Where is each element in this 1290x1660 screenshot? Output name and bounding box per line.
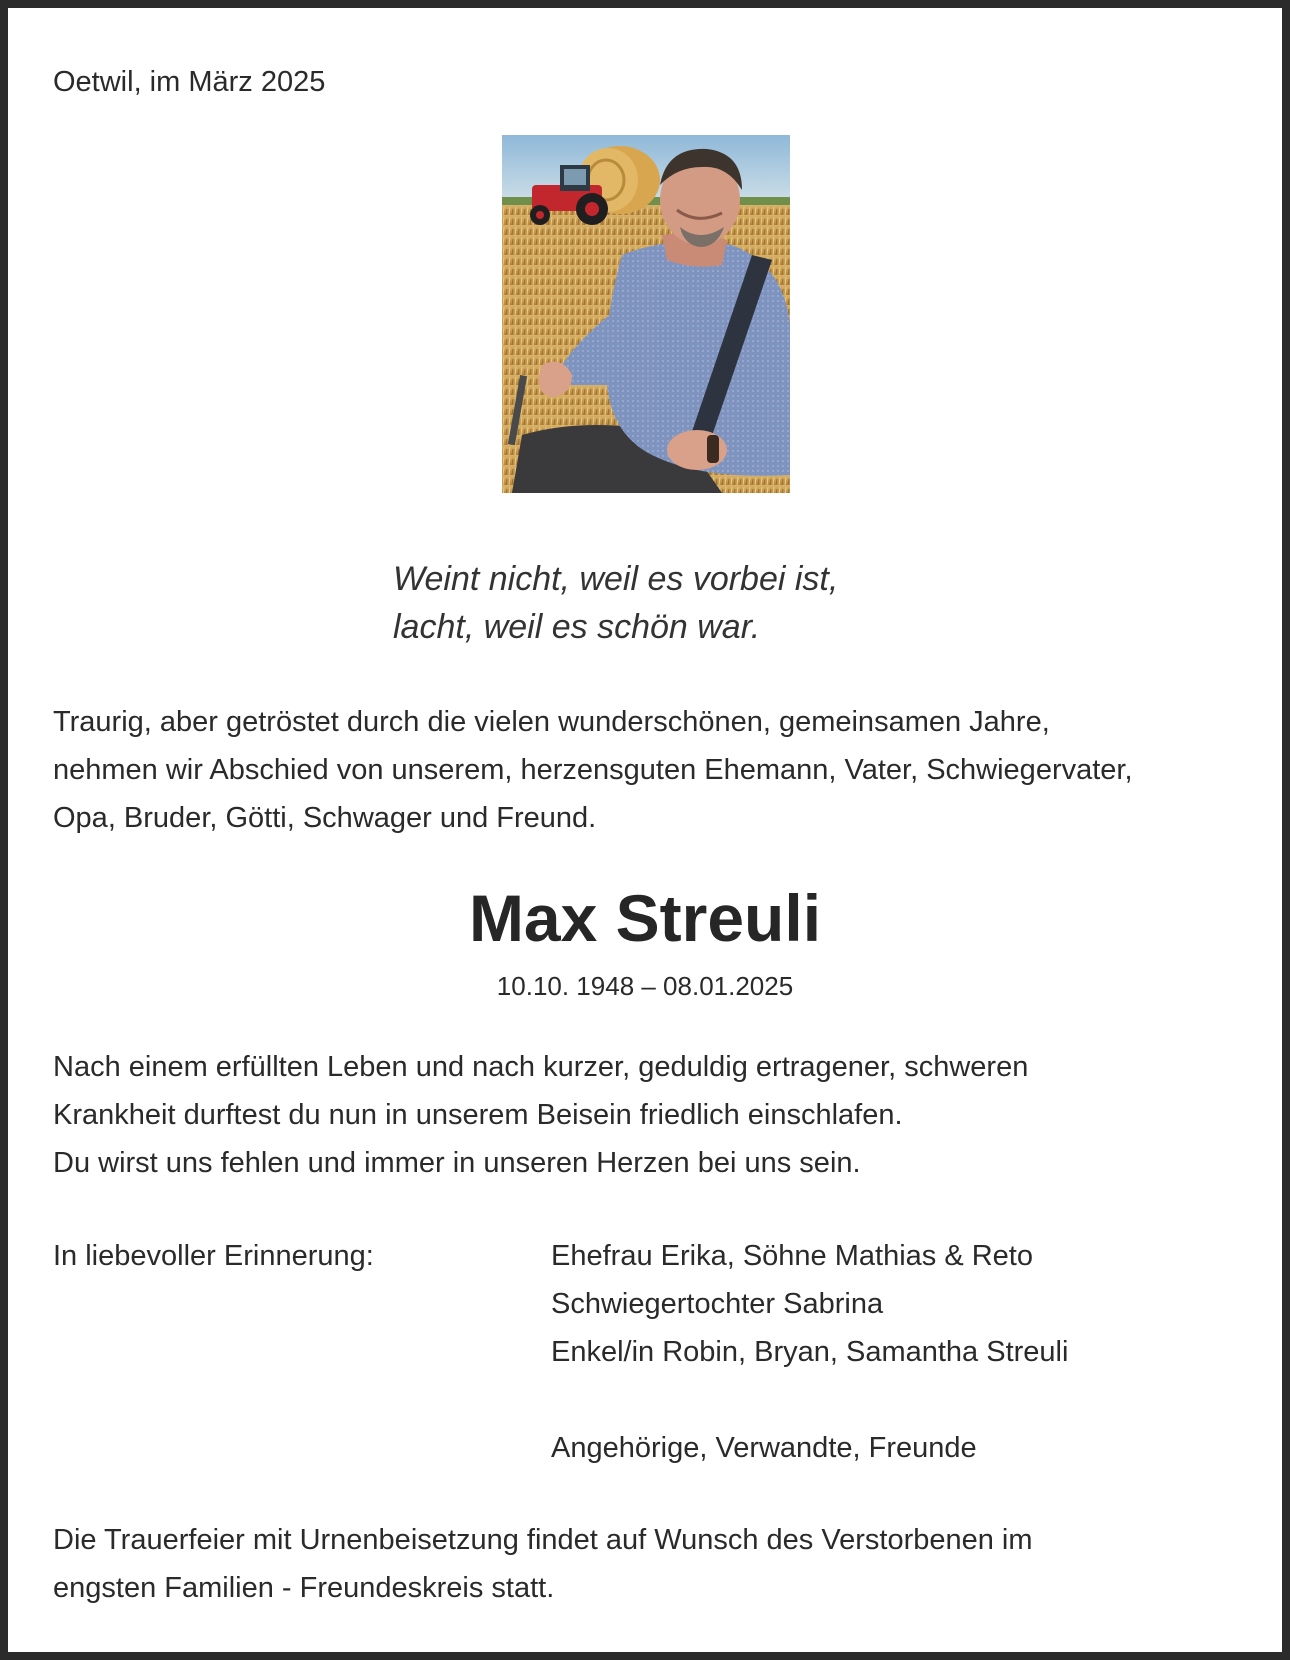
portrait-photo xyxy=(502,135,790,493)
relatives-line: Angehörige, Verwandte, Freunde xyxy=(551,1432,977,1464)
family-line: Enkel/in Robin, Bryan, Samantha Streuli xyxy=(551,1336,1069,1368)
intro-line: Traurig, aber getröstet durch die vielen wunderschönen, gemeinsamen Jahre, xyxy=(53,706,1050,738)
obituary-page xyxy=(8,8,1282,1652)
body-line: Krankheit durftest du nun in unserem Beisein friedlich einschlafen. xyxy=(53,1099,903,1131)
body-line: Nach einem erfüllten Leben und nach kurzer, geduldig ertragener, schweren xyxy=(53,1051,1029,1083)
ceremony-line: Die Trauerfeier mit Urnenbeisetzung findet auf Wunsch des Verstorbenen im xyxy=(53,1524,1033,1556)
body-paragraph xyxy=(53,1043,1028,1187)
deceased-name: Max Streuli xyxy=(468,881,822,955)
quote-line: Weint nicht, weil es vorbei ist, xyxy=(393,560,839,598)
intro-line: nehmen wir Abschied von unserem, herzensguten Ehemann, Vater, Schwiegervater, xyxy=(53,754,1133,786)
ceremony-line: engsten Familien - Freundeskreis statt. xyxy=(53,1572,555,1604)
quote-line: lacht, weil es schön war. xyxy=(393,608,761,646)
life-dates: 10.10. 1948 – 08.01.2025 xyxy=(496,971,794,1001)
intro-line: Opa, Bruder, Götti, Schwager und Freund. xyxy=(53,802,597,834)
family-list xyxy=(551,1232,1068,1472)
family-line: Ehefrau Erika, Söhne Mathias & Reto xyxy=(551,1240,1033,1272)
body-line: Du wirst uns fehlen und immer in unseren Herzen bei uns sein. xyxy=(53,1147,861,1179)
intro-paragraph xyxy=(53,698,1133,842)
portrait-image xyxy=(502,135,790,493)
memorial-quote xyxy=(393,555,838,651)
ceremony-paragraph xyxy=(53,1516,1033,1612)
place-date: Oetwil, im März 2025 xyxy=(53,66,326,98)
spacer xyxy=(551,1376,1068,1424)
family-line: Schwiegertochter Sabrina xyxy=(551,1288,884,1320)
memory-label: In liebevoller Erinnerung: xyxy=(53,1240,374,1272)
